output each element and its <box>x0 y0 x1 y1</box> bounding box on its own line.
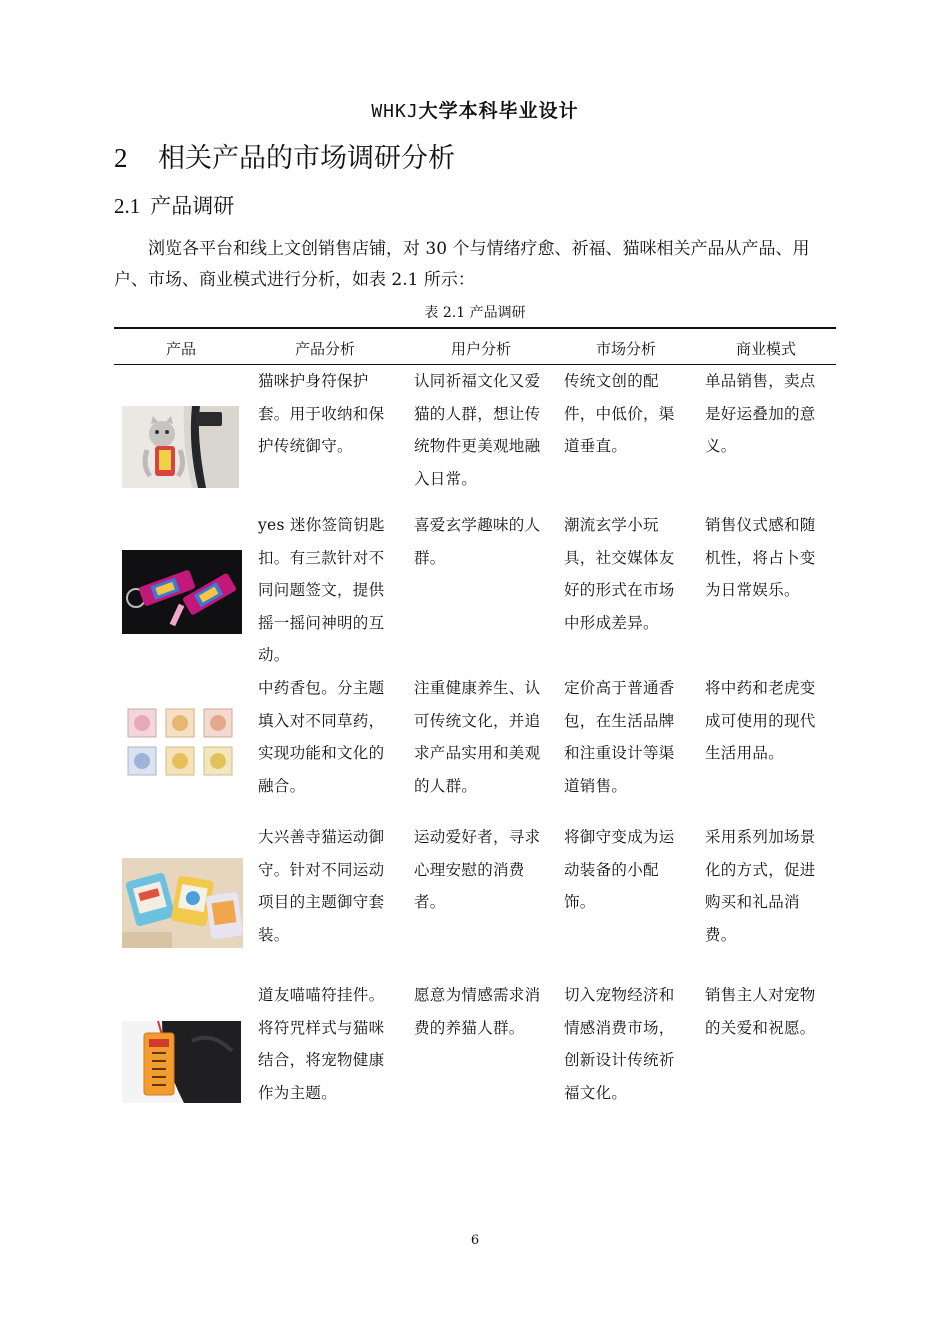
header-product-analysis: 产品分析 <box>294 340 355 358</box>
row2-business-model: 销售仪式感和随机性，将占卜变为日常娱乐。 <box>705 516 816 599</box>
row4-business-model: 采用系列加场景化的方式，促进购买和礼品消费。 <box>705 828 816 944</box>
row1-user-analysis: 认同祈福文化又爱猫的人群，想让传统物件更美观地融入日常。 <box>414 372 541 488</box>
row1-product-analysis: 猫咪护身符保护套。用于收纳和保护传统御守。 <box>258 372 385 455</box>
row5-product-analysis: 道友喵喵符挂件。将符咒样式与猫咪结合，将宠物健康作为主题。 <box>258 986 385 1102</box>
row5-business-model: 销售主人对宠物的关爱和祝愿。 <box>705 986 816 1037</box>
table-top-rule <box>114 327 836 329</box>
row1-market-analysis: 传统文创的配件，中低价，渠道垂直。 <box>564 372 675 455</box>
sports-omamori-set-photo <box>122 858 243 948</box>
row4-product-analysis: 大兴善寺猫运动御守。针对不同运动项目的主题御守套装。 <box>258 828 385 944</box>
section-number: 2.1 <box>114 194 141 218</box>
row5-market-analysis: 切入宠物经济和情感消费市场，创新设计传统祈福文化。 <box>564 986 675 1102</box>
row3-business-model: 将中药和老虎变成可使用的现代生活用品。 <box>705 679 816 762</box>
section-heading <box>114 190 234 220</box>
header-latin: WHKJ <box>371 101 419 122</box>
row5-user-analysis: 愿意为情感需求消费的养猫人群。 <box>414 986 541 1037</box>
header-business-model: 商业模式 <box>735 340 796 358</box>
herbal-sachet-set-photo <box>122 703 238 781</box>
row3-product-analysis: 中药香包。分主题填入对不同草药，实现功能和文化的融合。 <box>258 679 385 795</box>
header-user-analysis: 用户分析 <box>450 340 511 358</box>
chapter-title: 相关产品的市场调研分析 <box>158 143 455 174</box>
row2-market-analysis: 潮流玄学小玩具，社交媒体友好的形式在市场中形成差异。 <box>564 516 675 632</box>
page-number: 6 <box>470 1233 480 1248</box>
fortune-stick-keychain-photo <box>122 550 242 634</box>
chapter-heading <box>114 136 455 175</box>
section-title: 产品调研 <box>150 194 235 218</box>
table-caption: 表 2.1 产品调研 <box>424 305 526 321</box>
row1-business-model: 单品销售，卖点是好运叠加的意义。 <box>705 372 816 455</box>
intro-paragraph: 浏览各平台和线上文创销售店铺，对 30 个与情绪疗愈、祈福、猫咪相关产品从产品、用户、市场、商业模式进行分析，如表 2.1 所示： <box>114 239 810 290</box>
row3-market-analysis: 定价高于普通香包，在生活品牌和注重设计等渠道销售。 <box>564 679 675 795</box>
row4-user-analysis: 运动爱好者，寻求心理安慰的消费者。 <box>414 828 541 911</box>
header-product: 产品 <box>165 340 196 358</box>
row4-market-analysis: 将御守变成为运动装备的小配饰。 <box>564 828 675 911</box>
header-title: 大学本科毕业设计 <box>418 100 579 122</box>
document-header <box>0 96 950 123</box>
cat-amulet-cover-photo <box>122 406 239 488</box>
row3-user-analysis: 注重健康养生、认可传统文化，并追求产品实用和美观的人群。 <box>414 679 541 795</box>
header-market-analysis: 市场分析 <box>595 340 656 358</box>
row2-user-analysis: 喜爱玄学趣味的人群。 <box>414 516 541 567</box>
row2-product-analysis: yes 迷你签筒钥匙扣。有三款针对不同问题签文，提供摇一摇问神明的互动。 <box>258 516 385 664</box>
chapter-number: 2 <box>114 143 128 173</box>
cat-talisman-pendant-photo <box>122 1021 241 1103</box>
